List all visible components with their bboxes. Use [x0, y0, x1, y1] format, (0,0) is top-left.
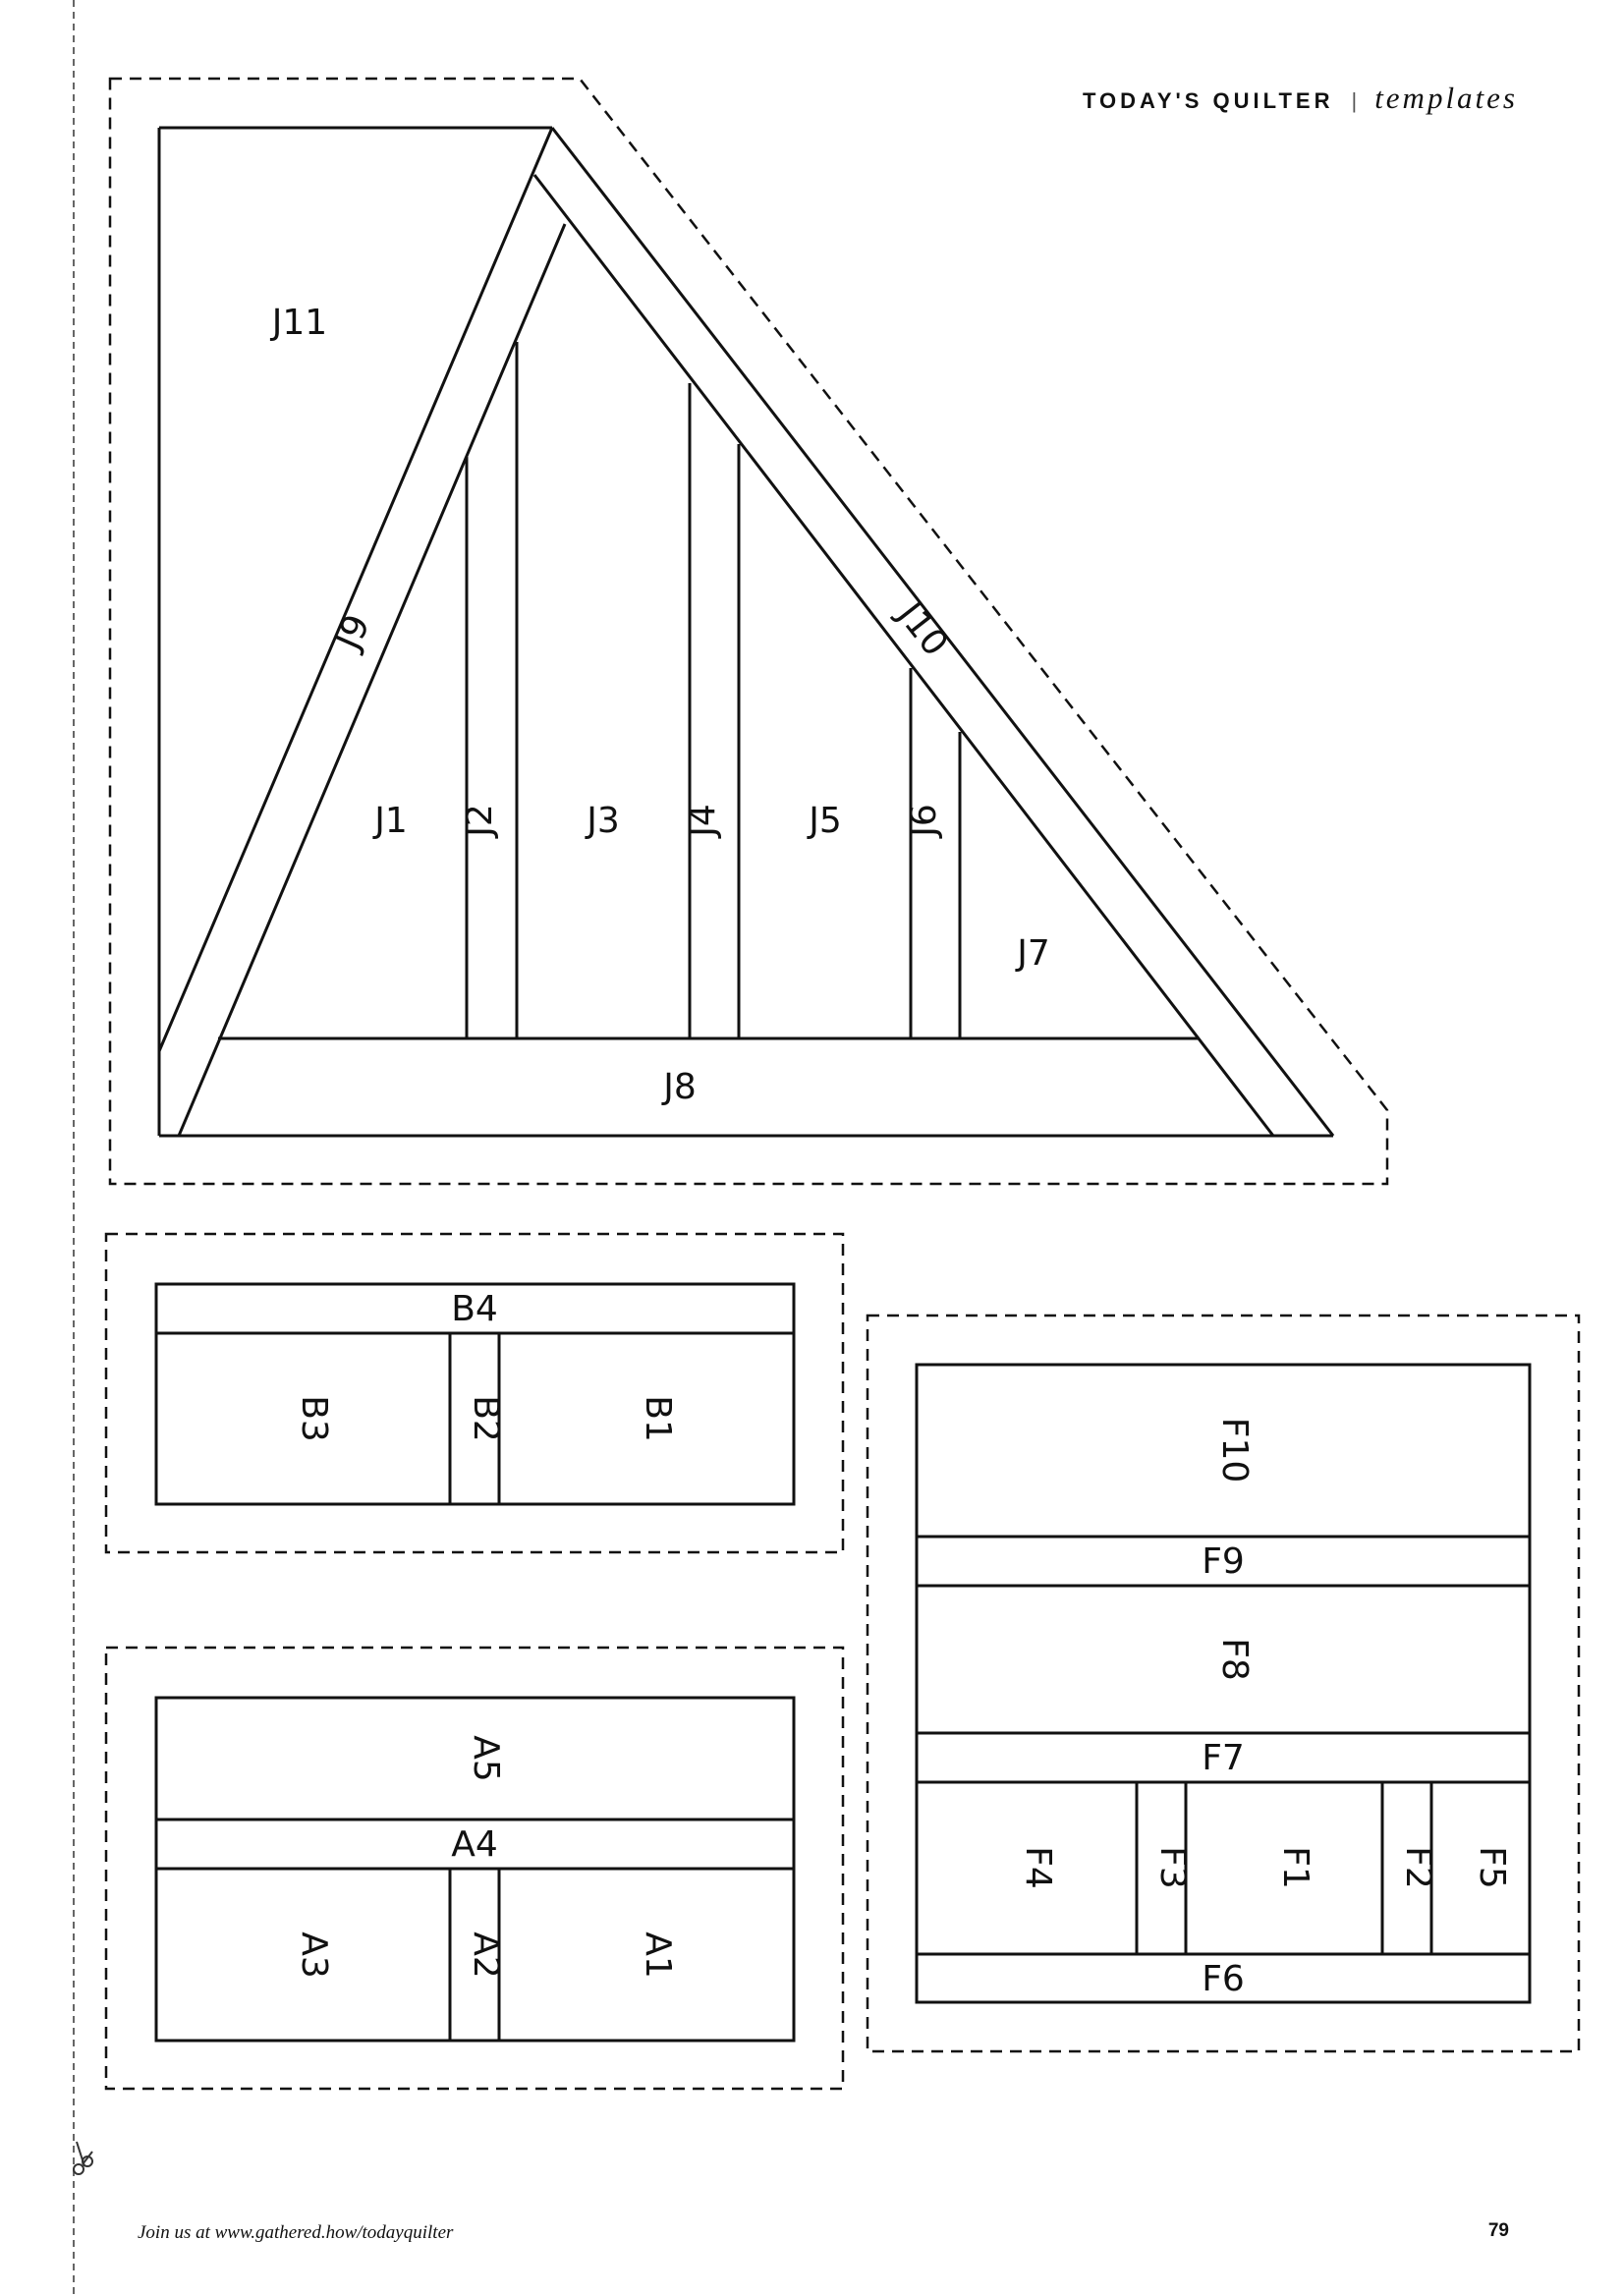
template-label-j6: J6	[904, 804, 944, 837]
template-label-f5: F5	[1472, 1846, 1512, 1889]
template-label-b2: B2	[466, 1395, 506, 1442]
template-label-b4: B4	[451, 1289, 498, 1329]
template-label-f6: F6	[1202, 1959, 1245, 1999]
template-label-a4: A4	[451, 1824, 498, 1865]
template-label-f8: F8	[1214, 1638, 1255, 1681]
template-label-f10: F10	[1214, 1417, 1255, 1484]
template-label-j1: J1	[374, 801, 408, 841]
template-label-j3: J3	[587, 801, 620, 841]
template-label-f3: F3	[1152, 1846, 1193, 1889]
template-label-f7: F7	[1202, 1738, 1245, 1778]
template-label-j4: J4	[683, 804, 723, 837]
template-label-j8: J8	[663, 1067, 697, 1107]
template-a-block	[106, 1648, 843, 2089]
template-label-j9: J9	[327, 608, 379, 655]
template-label-f2: F2	[1398, 1846, 1438, 1889]
template-label-a1: A1	[638, 1932, 678, 1979]
template-label-f4: F4	[1018, 1846, 1058, 1889]
template-label-f1: F1	[1275, 1846, 1315, 1889]
template-label-a3: A3	[294, 1932, 334, 1979]
template-label-j10: J10	[889, 595, 956, 664]
j-block-cutting-line	[110, 79, 1387, 1184]
footer-website-text: Join us at www.gathered.how/todayquilter	[138, 2222, 454, 2243]
section-title: templates	[1374, 81, 1518, 115]
template-label-j2: J2	[460, 804, 500, 837]
magazine-brand: TODAY'S QUILTER	[1082, 88, 1334, 113]
header-separator: |	[1351, 88, 1358, 113]
template-label-j7: J7	[1017, 933, 1050, 974]
scissors-icon	[74, 2142, 92, 2174]
page-number: 79	[1487, 2220, 1509, 2241]
template-label-a5: A5	[466, 1735, 506, 1782]
template-label-b1: B1	[638, 1395, 678, 1442]
template-j-block	[110, 79, 1387, 1184]
template-label-a2: A2	[466, 1932, 506, 1979]
template-label-j5: J5	[809, 801, 842, 841]
template-label-j11: J11	[271, 303, 328, 343]
template-b-block	[106, 1234, 843, 1552]
template-label-f9: F9	[1202, 1541, 1245, 1582]
template-label-b3: B3	[294, 1395, 334, 1442]
